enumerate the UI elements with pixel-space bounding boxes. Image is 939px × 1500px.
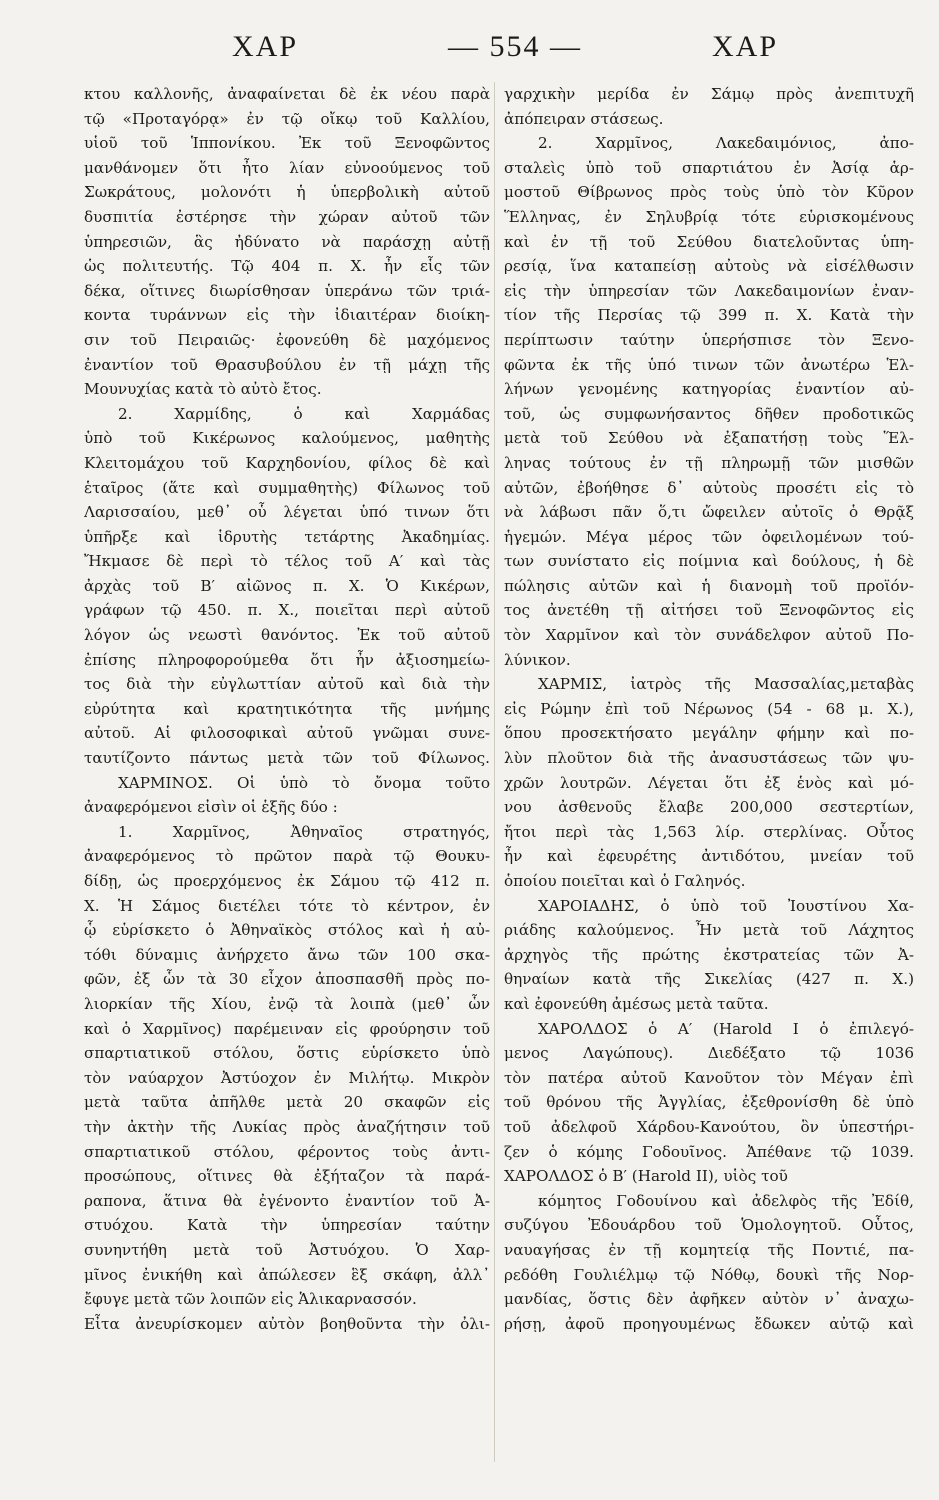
column-divider [494, 82, 495, 1462]
text-line: καὶ ἐν τῇ τοῦ Σεύθου διατελοῦντας ὑπη- [504, 232, 914, 251]
text-line: ὁποίου ποιεῖται καὶ ὁ Γαληνός. [504, 872, 746, 890]
text-line: συνηντήθη μετὰ τοῦ Ἀστυόχου. Ὁ Χαρ- [84, 1240, 490, 1259]
text-line: ΧΑΡΜΙΣ, ἰατρὸς τῆς Μασσαλίας,μεταβὰς [538, 675, 914, 694]
header-right-title: ΧΑΡ [712, 30, 779, 63]
text-line: εὐρύτητα καὶ κρατητικότητα τῆς μνήμης [84, 699, 490, 718]
text-line: ὑπηρεσιῶν, ἃς ἠδύνατο νὰ παράσχῃ αὐτῇ [84, 232, 490, 251]
text-line: τὴν ἀκτὴν τῆς Λυκίας πρὸς ἀναζήτησιν τοῦ [84, 1117, 490, 1136]
text-line: μενος Λαγώπους). Διεδέξατο τῷ 1036 [504, 1044, 914, 1063]
text-line: 2. Χαρμίδης, ὁ καὶ Χαρμάδας [118, 404, 490, 423]
text-line: Σωκράτους, μολονότι ἡ ὑπερβολικὴ αὐτοῦ [84, 183, 490, 202]
left-column [84, 82, 490, 1336]
text-line: ἔφυγε μετὰ τῶν λοιπῶν εἰς Ἁλικαρνασσόν. [84, 1290, 417, 1309]
text-line: καὶ ὁ Χαρμῖνος) παρέμειναν εἰς φρούρησιν τοῦ [84, 1019, 490, 1038]
text-line: λιορκίαν τῆς Χίου, ἐνῷ τὰ λοιπὰ (μεθ᾽ ὧν [84, 994, 490, 1013]
header-left-title: ΧΑΡ [232, 30, 299, 63]
text-line: ὑπὸ τοῦ Κικέρωνος καλούμενος, μαθητὴς [84, 429, 490, 448]
text-line: μανθάνομεν ὅτι ἦτο λίαν εὐνοούμενος τοῦ [84, 158, 490, 177]
text-line: Ἤκμασε δὲ περὶ τὸ τέλος τοῦ Α′ καὶ τὰς [84, 552, 490, 571]
text-line: νὰ λάβωσι πᾶν ὅ,τι ὤφειλεν αὐτοῖς ὁ Θρᾷξ [504, 503, 914, 522]
text-line: τὸν Χαρμῖνον καὶ τὸν συνάδελφον αὐτοῦ Πο- [504, 626, 914, 645]
text-line: ριάδης καλούμενος. Ἦν μετὰ τοῦ Λάχητος [504, 921, 914, 940]
text-line: σταλεὶς ὑπὸ τοῦ σπαρτιάτου ἐν Ἀσίᾳ ἁρ- [504, 158, 914, 177]
text-line: τος ἀνετέθη τῇ αἰτήσει τοῦ Ξενοφῶντος εἰς [504, 601, 914, 620]
text-line: τοῦ ἀδελφοῦ Χάρδου-Κανούτου, ὃν ὑπεστήρι- [504, 1117, 914, 1136]
text-line: νου ἀσθενοῦς ἔλαβε 200,000 σεστερτίων, [504, 798, 914, 817]
text-line: μετὰ ταῦτα ἀπῆλθε μετὰ 20 σκαφῶν εἰς [84, 1093, 490, 1112]
text-line: σιν τοῦ Πειραιῶς· ἐφονεύθη δὲ μαχόμενος [84, 330, 490, 349]
text-line: εἰς τὴν ὑπηρεσίαν τῶν Λακεδαιμονίων ἐναν- [504, 281, 914, 300]
text-line: ὅπου προσεκτήσατο μεγάλην φήμην καὶ πο- [504, 724, 914, 743]
text-line: προσώπους, οἵτινες θὰ ἐξήταζον τὰ παρά- [84, 1167, 490, 1186]
text-line: φῶν, ἐξ ὧν τὰ 30 εἶχον ἀποσπασθῆ πρὸς πο- [84, 970, 490, 989]
text-line: υἱοῦ τοῦ Ἱππονίκου. Ἐκ τοῦ Ξενοφῶντος [84, 134, 490, 153]
text-line: τίον τῆς Περσίας τῷ 399 π. Χ. Κατὰ τὴν [504, 306, 914, 325]
text-line: γαρχικὴν μερίδα ἐν Σάμῳ πρὸς ἀνεπιτυχῆ [504, 85, 914, 103]
text-line: ΧΑΡΟΛΔΟΣ ὁ Β′ (Harold II), υἱὸς τοῦ [504, 1167, 788, 1186]
text-line: τοῦ, ὡς συμφωνήσαντος δῆθεν προδοτικῶς [504, 404, 914, 423]
text-line: χρῶν λουτρῶν. Λέγεται ὅτι ἐξ ἑνὸς καὶ μό- [504, 773, 914, 792]
text-line: γράφων τῷ 450. π. Χ., ποιεῖται περὶ αὐτοῦ [84, 601, 490, 620]
text-line: πώλησις αὐτῶν καὶ ἡ διανομὴ τοῦ προϊόν- [504, 576, 914, 595]
text-line: ἤτοι περὶ τὰς 1,563 λίρ. στερλίνας. Οὗτος [504, 822, 914, 841]
text-line: ραπονα, ἅτινα θὰ ἐγένοντο ἐναντίον τοῦ Ἀ- [84, 1191, 490, 1210]
text-line: αὐτῶν, ἐβοήθησε δ᾽ αὐτοὺς προσέτι εἰς τὸ [504, 478, 914, 497]
text-line: ᾧ εὑρίσκετο ὁ Ἀθηναϊκὸς στόλος καὶ ἡ αὐ- [84, 921, 490, 940]
text-line: μανδίας, ὅστις δὲν ἀφῆκεν αὐτὸν ν᾽ ἀναχω- [504, 1290, 914, 1309]
text-line: ἀρχὰς τοῦ Β′ αἰῶνος π. Χ. Ὁ Κικέρων, [84, 576, 490, 595]
text-line: ὑπῆρξε καὶ ἱδρυτὴς τετάρτης Ἀκαδημίας. [84, 527, 490, 546]
text-line: θηναίων κατὰ τῆς Σικελίας (427 π. Χ.) [504, 970, 914, 989]
text-line: δυσπιτία ἐστέρησε τὴν χώραν αὐτοῦ τῶν [84, 207, 490, 226]
text-line: τοῦ θρόνου τῆς Ἀγγλίας, ἐξεθρονίσθη δὲ ὑπὸ [504, 1093, 914, 1112]
text-line: μοστοῦ Θίβρωνος πρὸς τοὺς ὑπὸ τὸν Κῦρον [504, 183, 914, 202]
text-line: κτου καλλονῆς, ἀναφαίνεται δὲ ἐκ νέου παρὰ [84, 85, 490, 103]
text-line: κόμητος Γοδουίνου καὶ ἀδελφὸς τῆς Ἐδίθ, [538, 1191, 914, 1210]
text-line: τὸν ναύαρχον Ἀστύοχον ἐν Μιλήτῳ. Μικρὸν [84, 1068, 490, 1087]
text-line: ταυτίζοντο πάντως μετὰ τῶν τοῦ Φίλωνος. [84, 749, 490, 768]
text-line: τόθι δύναμις ἀνήρχετο ἄνω τῶν 100 σκα- [84, 945, 490, 964]
text-line: περίπτωσιν ταύτην ὑπερήσπισε τὸν Ξενο- [504, 330, 914, 349]
text-line: ὡς πολιτευτής. Τῷ 404 π. Χ. ἦν εἷς τῶν [84, 257, 490, 276]
text-line: λὺν πλοῦτον διὰ τῆς ἀνασυστάσεως τῶν ψυ- [504, 749, 914, 768]
page-header [0, 30, 939, 76]
text-line: ρεσίᾳ, ἵνα καταπείσῃ αὐτοὺς νὰ εἰσέλθωσιν [504, 257, 914, 276]
text-line: των συνίστατο εἰς ποίμνια καὶ δούλους, ἡ δὲ [504, 552, 914, 571]
page-number: — 554 — [448, 30, 582, 63]
text-line: ναυαγήσας ἐν τῇ κομητείᾳ τῆς Ποντιέ, πα- [504, 1240, 914, 1259]
text-line: Εἶτα ἀνευρίσκομεν αὐτὸν βοηθοῦντα τὴν ὀλι- [84, 1314, 490, 1333]
text-line: κοντα τυράννων εἰς τὴν ἰδιαιτέραν διοίκη- [84, 306, 490, 325]
text-line: σπαρτιατικοῦ στόλου, φέροντος τοὺς ἀντι- [84, 1142, 490, 1161]
text-line: ζεν ὁ κόμης Γοδουῖνος. Ἀπέθανε τῷ 1039. [504, 1142, 914, 1161]
text-line: φῶντα ἐκ τῆς ὑπό τινων τῶν ἀνωτέρω Ἑλ- [504, 355, 914, 374]
text-line: τὸν πατέρα αὐτοῦ Κανοῦτον τὸν Μέγαν ἐπὶ [504, 1068, 914, 1087]
text-line: ΧΑΡΜΙΝΟΣ. Οἱ ὑπὸ τὸ ὄνομα τοῦτο [118, 773, 490, 792]
text-line: συζύγου Ἐδουάρδου τοῦ Ὁμολογητοῦ. Οὗτος, [504, 1216, 914, 1235]
text-line: σπαρτιατικοῦ στόλου, ὅστις εὑρίσκετο ὑπὸ [84, 1044, 490, 1063]
text-line: 1. Χαρμῖνος, Ἀθηναῖος στρατηγός, [118, 822, 490, 841]
text-line: Λαρισσαίου, μεθ᾽ οὗ λέγεται ὑπό τινων ὅτι [84, 503, 490, 522]
text-line: λήνων γενομένης κατηγορίας ἐναντίον αὐ- [504, 380, 914, 399]
text-line: ρεδόθη Γουλιέλμῳ τῷ Νόθῳ, δουκὶ τῆς Νορ- [504, 1265, 914, 1284]
text-line: δέκα, οἵτινες διωρίσθησαν ὑπεράνω τῶν τριά- [84, 281, 490, 300]
text-line: Ἕλληνας, ἐν Σηλυβρίᾳ τότε εὑρισκομένους [504, 207, 914, 226]
text-line: ἦν καὶ ἐφευρέτης ἀντιδότου, μνείαν τοῦ [504, 847, 914, 866]
text-line: καὶ ἐφονεύθη ἀμέσως μετὰ ταῦτα. [504, 994, 769, 1013]
text-line: στυόχου. Κατὰ τὴν ὑπηρεσίαν ταύτην [84, 1216, 490, 1235]
text-line: δίδῃ, ὡς προερχόμενος ἐκ Σάμου τῷ 412 π. [84, 872, 490, 890]
text-line: ἀναφερόμενος τὸ πρῶτον παρὰ τῷ Θουκυ- [84, 847, 490, 866]
text-line: Μουνυχίας κατὰ τὸ αὐτὸ ἔτος. [84, 380, 322, 399]
text-line: ΧΑΡΟΛΔΟΣ ὁ Α′ (Harold I ὁ ἐπιλεγό- [538, 1019, 914, 1038]
text-line: ΧΑΡΟΙΑΔΗΣ, ὁ ὑπὸ τοῦ Ἰουστίνου Χα- [538, 896, 914, 915]
text-line: ληνας τούτους ἐν τῇ πληρωμῇ τῶν μισθῶν [504, 453, 914, 472]
text-line: λόγον ὡς νεωστὶ θανόντος. Ἐκ τοῦ αὐτοῦ [84, 626, 490, 645]
text-line: ἀπόπειραν στάσεως. [504, 109, 664, 128]
text-line: ἀναφερόμενοι εἰσὶν οἱ ἑξῆς δύο : [84, 798, 338, 817]
text-line: αὐτοῦ. Αἱ φιλοσοφικαὶ αὐτοῦ γνῶμαι συνε- [84, 724, 490, 743]
text-line: μῖνος ἐνικήθη καὶ ἀπώλεσεν ἓξ σκάφη, ἀλλ᾽ [84, 1265, 490, 1284]
text-line: Κλειτομάχου τοῦ Καρχηδονίου, φίλος δὲ καὶ [84, 453, 490, 472]
text-line: 2. Χαρμῖνος, Λακεδαιμόνιος, ἀπο- [538, 134, 914, 153]
right-column [504, 82, 914, 1336]
text-line: ἡγεμών. Μέγα μέρος τῶν ὀφειλομένων τού- [504, 527, 914, 546]
text-line: τος διὰ τὴν εὐγλωττίαν αὐτοῦ καὶ διὰ τὴν [84, 675, 490, 694]
text-line: ἐπίσης πληροφορούμεθα ὅτι ἦν ἀξιοσημείω- [84, 650, 490, 669]
text-line: ἑταῖρος (ἅτε καὶ συμμαθητὴς) Φίλωνος τοῦ [84, 478, 490, 497]
text-line: τῷ «Προταγόρᾳ» ἐν τῷ οἴκῳ τοῦ Καλλίου, [84, 109, 490, 128]
text-line: ἐναντίον τοῦ Θρασυβούλου ἐν τῇ μάχῃ τῆς [84, 355, 490, 374]
text-line: ἀρχηγὸς τῆς πρώτης ἐκστρατείας τῶν Ἀ- [504, 945, 914, 964]
text-line: Χ. Ἡ Σάμος διετέλει τότε τὸ κέντρον, ἐν [84, 896, 490, 915]
text-line: εἰς Ρώμην ἐπὶ τοῦ Νέρωνος (54 - 68 μ. Χ.), [504, 699, 914, 718]
text-line: ρήσῃ, ἀφοῦ προηγουμένως ἔδωκεν αὐτῷ καὶ [504, 1314, 914, 1333]
text-line: μετὰ τοῦ Σεύθου νὰ ἐξαπατήσῃ τοὺς Ἕλ- [504, 429, 914, 448]
text-line: λύνικον. [504, 650, 571, 669]
